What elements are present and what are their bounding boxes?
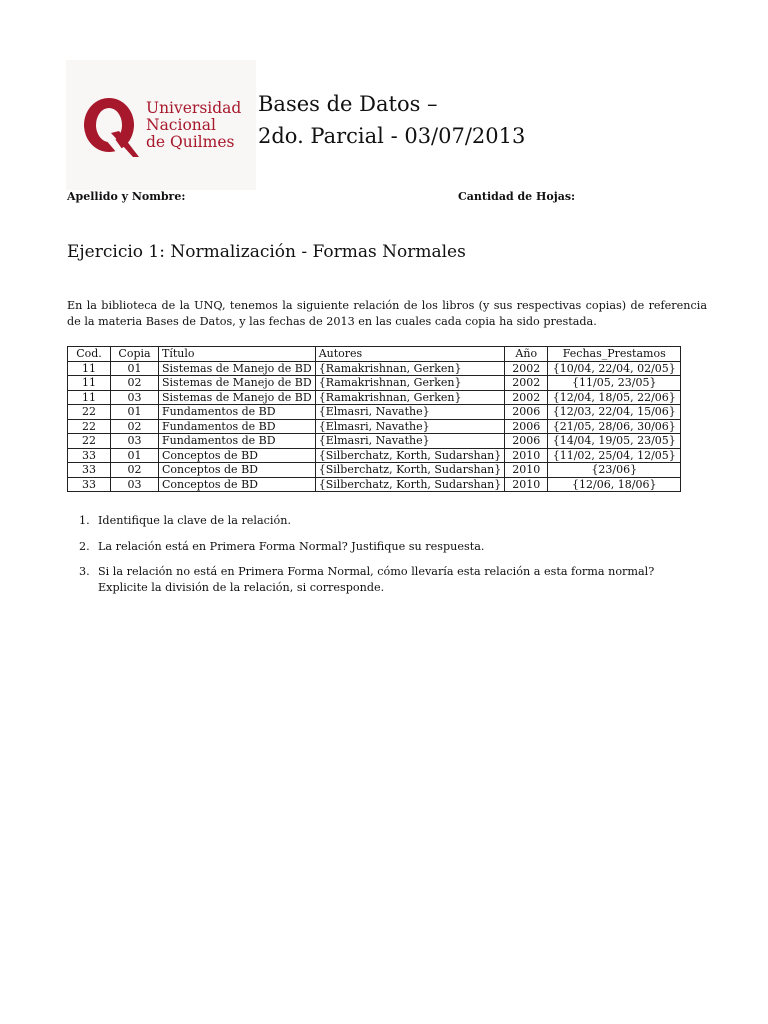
cell-fechas: {14/04, 19/05, 23/05} [548,434,681,449]
table-row [68,463,681,478]
table-row [68,376,681,391]
question-item [67,564,707,595]
cell-autores: {Silberchatz, Korth, Sudarshan} [315,463,505,478]
cell-titulo: Fundamentos de BD [159,434,316,449]
logo-text-line: de Quilmes [146,133,235,151]
table-body [68,361,681,492]
cell-anio: 2010 [505,448,548,463]
cell-anio: 2010 [505,477,548,492]
column-header-autores: Autores [315,347,505,362]
table-row [68,361,681,376]
cell-anio: 2010 [505,463,548,478]
cell-fechas: {21/05, 28/06, 30/06} [548,419,681,434]
cell-copia: 03 [111,477,159,492]
cell-titulo: Fundamentos de BD [159,405,316,420]
column-header-cod: Cod. [68,347,111,362]
cell-titulo: Sistemas de Manejo de BD [159,361,316,376]
column-header-anio: Año [505,347,548,362]
cell-fechas: {10/04, 22/04, 02/05} [548,361,681,376]
question-number: 2. [79,539,90,553]
cell-autores: {Ramakrishnan, Gerken} [315,390,505,405]
cell-copia: 02 [111,376,159,391]
question-list [67,513,707,605]
question-number: 3. [79,565,90,578]
column-header-copia: Copia [111,347,159,362]
cell-anio: 2002 [505,390,548,405]
question-item [67,513,707,529]
table-header-row [68,347,681,362]
column-header-fechas: Fechas_Prestamos [548,347,681,362]
table-row [68,419,681,434]
question-item [67,539,707,555]
cell-cod: 11 [68,376,111,391]
table-row [68,477,681,492]
relation-table [67,346,681,492]
column-header-titulo: Título [159,347,316,362]
table-row [68,448,681,463]
question-text: Si la relación no está en Primera Forma Normal, cómo llevaría esta relación a esta forma normal? Explicite la división de la relación, si corresponde. [98,565,655,594]
university-logo [66,60,256,190]
cell-fechas: {11/05, 23/05} [548,376,681,391]
cell-copia: 01 [111,361,159,376]
sheets-field-label: Cantidad de Hojas: [458,190,576,203]
exercise-title: Ejercicio 1: Normalización - Formas Normales [67,242,466,262]
cell-cod: 22 [68,405,111,420]
cell-autores: {Elmasri, Navathe} [315,405,505,420]
cell-anio: 2002 [505,376,548,391]
question-text: La relación está en Primera Forma Normal? Justifique su respuesta. [98,539,485,553]
cell-anio: 2002 [505,361,548,376]
cell-titulo: Sistemas de Manejo de BD [159,376,316,391]
cell-autores: {Elmasri, Navathe} [315,434,505,449]
cell-autores: {Silberchatz, Korth, Sudarshan} [315,477,505,492]
name-field-label: Apellido y Nombre: [67,190,186,203]
cell-cod: 33 [68,448,111,463]
page-title [258,88,525,152]
cell-anio: 2006 [505,434,548,449]
cell-autores: {Elmasri, Navathe} [315,419,505,434]
cell-copia: 01 [111,448,159,463]
cell-cod: 33 [68,477,111,492]
cell-titulo: Conceptos de BD [159,463,316,478]
title-line-exam: 2do. Parcial - 03/07/2013 [258,124,526,148]
cell-cod: 11 [68,390,111,405]
cell-anio: 2006 [505,419,548,434]
cell-titulo: Fundamentos de BD [159,419,316,434]
table-row [68,390,681,405]
cell-fechas: {12/06, 18/06} [548,477,681,492]
table-row [68,434,681,449]
cell-fechas: {12/04, 18/05, 22/06} [548,390,681,405]
logo-text-line: Universidad [146,99,242,117]
cell-fechas: {11/02, 25/04, 12/05} [548,448,681,463]
cell-copia: 03 [111,390,159,405]
table-row [68,405,681,420]
question-text: Identifique la clave de la relación. [98,514,292,527]
cell-fechas: {23/06} [548,463,681,478]
cell-cod: 22 [68,419,111,434]
cell-titulo: Conceptos de BD [159,448,316,463]
cell-copia: 02 [111,463,159,478]
cell-cod: 33 [68,463,111,478]
quilmes-q-logo-icon [81,95,141,159]
cell-titulo: Sistemas de Manejo de BD [159,390,316,405]
cell-titulo: Conceptos de BD [159,477,316,492]
cell-cod: 22 [68,434,111,449]
cell-autores: {Ramakrishnan, Gerken} [315,376,505,391]
cell-autores: {Silberchatz, Korth, Sudarshan} [315,448,505,463]
question-number: 1. [79,514,90,527]
cell-fechas: {12/03, 22/04, 15/06} [548,405,681,420]
cell-copia: 02 [111,419,159,434]
cell-copia: 01 [111,405,159,420]
logo-text [146,100,256,151]
logo-text-line: Nacional [146,116,216,134]
cell-cod: 11 [68,361,111,376]
exercise-intro: En la biblioteca de la UNQ, tenemos la siguiente relación de los libros (y sus respectivas copias) de referencia de la materia Bases de Datos, y las fechas de 2013 en las cuales cada copia ha sido prestada. [67,299,707,328]
cell-autores: {Ramakrishnan, Gerken} [315,361,505,376]
title-line-course: Bases de Datos – [258,92,438,116]
cell-copia: 03 [111,434,159,449]
cell-anio: 2006 [505,405,548,420]
